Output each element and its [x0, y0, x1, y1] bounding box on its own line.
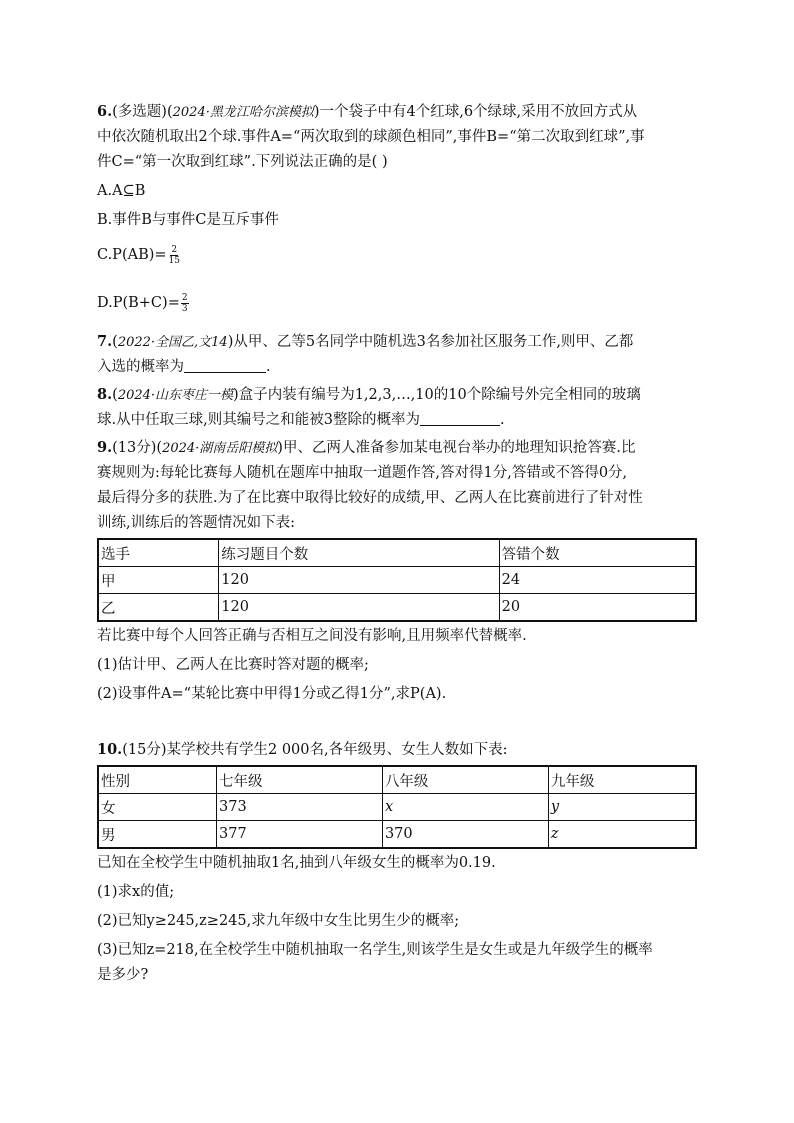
table-header-cell: 练习题目个数 [219, 539, 499, 567]
table-cell: x [382, 794, 548, 821]
table-header-cell: 选手 [98, 539, 219, 567]
table-cell: 370 [382, 821, 548, 849]
q7-line-2 [97, 355, 697, 380]
q7-answer-blank[interactable] [184, 358, 266, 373]
table-header-cell: 七年级 [217, 766, 383, 794]
q9-number: 9. [97, 439, 113, 456]
q8-answer-blank[interactable] [420, 411, 500, 426]
q6-option-c-label: C.P(AB)= [97, 247, 167, 263]
table-header-cell: 九年级 [548, 766, 696, 794]
question-10 [97, 737, 697, 988]
table-row [98, 594, 696, 622]
q9-source: 2024·湖南岳阳模拟 [162, 441, 278, 456]
question-7 [97, 329, 697, 380]
q8-end: . [499, 412, 505, 428]
q9-line-2: 赛规则为:每轮比赛每人随机在题库中抽取一道题作答,答对得1分,答错或不答得0分, [97, 465, 628, 481]
table-cell: 男 [98, 821, 217, 849]
table-cell: 120 [219, 594, 499, 622]
q6-option-c-denominator: 15 [168, 255, 180, 266]
q9-part-1: (1)估计甲、乙两人在比赛时答对题的概率; [97, 657, 369, 673]
table-cell: 甲 [98, 567, 219, 594]
q7-line-1 [97, 329, 697, 355]
table-header-cell: 性别 [98, 766, 217, 794]
q9-table [97, 538, 697, 622]
q9-line-4: 训练,训练后的答题情况如下表: [97, 515, 295, 531]
table-cell: 120 [219, 567, 499, 594]
q6-option-a: A.A⊆B [97, 183, 146, 199]
q6-option-d [97, 281, 697, 325]
q6-option-c-fraction [168, 245, 181, 266]
question-9 [97, 435, 697, 707]
q8-line-2 [97, 408, 697, 433]
q8-source: 2024·山东枣庄一模 [117, 388, 234, 403]
table-cell: 乙 [98, 594, 219, 622]
q10-part-3-line-2: 是多少? [97, 967, 149, 983]
q10-after-table: 已知在全校学生中随机抽取1名,抽到八年级女生的概率为0.19. [97, 855, 496, 871]
q6-source: 2024·黑龙江哈尔滨模拟 [172, 105, 314, 120]
q10-part-3-line-1: (3)已知z=218,在全校学生中随机抽取一名学生,则该学生是女生或是九年级学生的概率 [97, 942, 653, 958]
table-cell: 377 [217, 821, 383, 849]
q10-text-1: (15分)某学校共有学生2 000名,各年级男、女生人数如下表: [122, 742, 508, 758]
q9-line-3: 最后得分多的获胜.为了在比赛中取得比较好的成绩,甲、乙两人在比赛前进行了针对性 [97, 490, 643, 506]
table-cell: 20 [499, 594, 696, 622]
q7-end: . [266, 359, 271, 375]
table-cell: 女 [98, 794, 217, 821]
q7-prefix: ( [112, 334, 118, 350]
table-row [98, 567, 696, 594]
q6-option-d-fraction [181, 293, 189, 314]
q7-text-1: )从甲、乙等5名同学中随机选3名参加社区服务工作,则甲、乙都 [227, 334, 634, 350]
q6-line-1 [97, 99, 697, 125]
q6-option-b: B.事件B与事件C是互斥事件 [97, 212, 280, 228]
q8-number: 8. [97, 386, 113, 403]
q8-text-2: 球.从中任取三球,则其编号之和能被3整除的概率为 [97, 412, 420, 428]
q6-line-2: 中依次随机取出2个球.事件A=“两次取到的球颜色相同”,事件B=“第二次取到红球”,事 [97, 129, 645, 145]
q6-option-d-label: D.P(B+C)= [97, 295, 180, 311]
table-header-row [98, 539, 696, 567]
q9-part-2: (2)设事件A=“某轮比赛中甲得1分或乙得1分”,求P(A). [97, 686, 447, 702]
q10-line-1 [97, 737, 697, 763]
table-row [98, 821, 696, 849]
q10-number: 10. [97, 741, 123, 758]
table-header-cell: 答错个数 [499, 539, 696, 567]
table-row [98, 794, 696, 821]
q7-text-2: 入选的概率为 [97, 359, 184, 375]
q6-option-c-numerator: 2 [171, 244, 178, 255]
q6-text-1: )一个袋子中有4个红球,6个绿球,采用不放回方式从 [313, 104, 638, 120]
q10-table [97, 765, 697, 849]
q6-option-d-numerator: 2 [181, 292, 188, 303]
q8-text-1: )盒子内装有编号为1,2,3,…,10的10个除编号外完全相同的玻璃 [233, 387, 641, 403]
q6-option-d-denominator: 3 [181, 303, 188, 314]
table-header-cell: 八年级 [382, 766, 548, 794]
question-8 [97, 382, 697, 433]
table-cell: 373 [217, 794, 383, 821]
q9-line-1 [97, 435, 697, 461]
q8-prefix: ( [112, 387, 118, 403]
q7-number: 7. [97, 333, 113, 350]
table-header-row [98, 766, 696, 794]
table-cell: y [548, 794, 696, 821]
table-cell: 24 [499, 567, 696, 594]
q6-option-c [97, 233, 697, 277]
table-cell: z [548, 821, 696, 849]
q6-prefix: (多选题)( [112, 104, 173, 120]
document-page [97, 99, 697, 988]
q9-text-1: )甲、乙两人准备参加某电视台举办的地理知识抢答赛.比 [277, 440, 636, 456]
q7-source: 2022·全国乙,文14 [117, 335, 228, 350]
question-6 [97, 99, 697, 325]
q8-line-1 [97, 382, 697, 408]
q6-number: 6. [97, 103, 113, 120]
q9-prefix: (13分)( [112, 440, 163, 456]
q10-part-1: (1)求x的值; [97, 884, 175, 900]
q6-line-3: 件C=“第一次取到红球”.下列说法正确的是( ) [97, 154, 388, 170]
q9-after-table: 若比赛中每个人回答正确与否相互之间没有影响,且用频率代替概率. [97, 628, 527, 644]
q10-part-2: (2)已知y≥245,z≥245,求九年级中女生比男生少的概率; [97, 913, 460, 929]
